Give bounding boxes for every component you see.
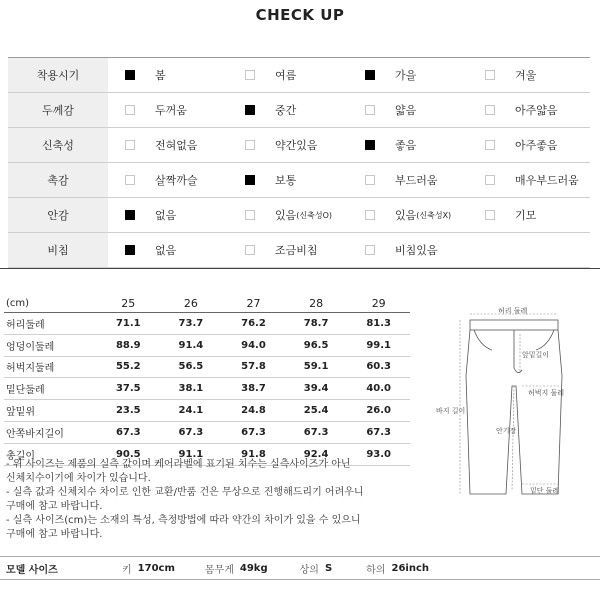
size-column-header: 27 xyxy=(222,294,285,313)
model-weight-key: 몸무게 xyxy=(204,564,234,576)
check-option xyxy=(108,207,228,223)
table-row xyxy=(4,334,410,356)
check-option xyxy=(348,242,468,258)
model-top-value: S xyxy=(324,562,333,574)
check-option-label: 여름 xyxy=(275,69,297,82)
check-option xyxy=(348,172,468,188)
measurement-label: 밑단둘레 xyxy=(4,378,97,400)
checked-box-icon xyxy=(245,105,255,115)
check-row xyxy=(8,93,590,128)
unchecked-box-icon xyxy=(485,105,495,115)
check-options xyxy=(108,163,590,197)
check-row xyxy=(8,128,590,163)
check-option xyxy=(348,207,468,223)
check-option-label: 없음 xyxy=(155,244,177,257)
size-column-header: 28 xyxy=(285,294,348,313)
check-option-label: 얇음 xyxy=(395,104,417,117)
check-option-label: 좋음 xyxy=(395,139,417,152)
check-options xyxy=(108,93,590,127)
measurement-value: 67.3 xyxy=(285,421,348,443)
measurement-value: 67.3 xyxy=(222,421,285,443)
diagram-label-rise: 앞밑길이 xyxy=(522,351,550,359)
check-options xyxy=(108,128,590,162)
measurement-value: 81.3 xyxy=(347,313,410,335)
check-row xyxy=(8,163,590,198)
check-option xyxy=(348,67,468,83)
check-row xyxy=(8,198,590,233)
measurement-value: 56.5 xyxy=(160,356,223,378)
model-size-row xyxy=(6,560,429,576)
diagram-label-inseam: 안기장 xyxy=(496,427,517,435)
size-unit-header: (cm) xyxy=(4,294,97,313)
unchecked-box-icon xyxy=(485,175,495,185)
check-option-label: 봄 xyxy=(155,69,166,82)
note-line: - 실측 값과 신체치수 차이로 인한 교환/반품 건은 무상으로 진행해드리기 어려우니 xyxy=(6,487,364,498)
table-row xyxy=(4,313,410,335)
measurement-value: 38.7 xyxy=(222,378,285,400)
check-option xyxy=(108,172,228,188)
unchecked-box-icon xyxy=(125,105,135,115)
measurement-label: 안쪽바지길이 xyxy=(4,421,97,443)
check-option xyxy=(228,137,348,153)
check-option-label: 조금비침 xyxy=(275,244,318,257)
measurement-value: 25.4 xyxy=(285,400,348,422)
measurement-value: 26.0 xyxy=(347,400,410,422)
size-notes xyxy=(6,458,426,542)
table-row xyxy=(4,400,410,422)
measurement-value: 90.5 xyxy=(97,443,160,465)
checked-box-icon xyxy=(365,70,375,80)
diagram-label-waist: 허리 둘레 xyxy=(498,307,528,315)
check-option-sublabel: (신축성O) xyxy=(296,210,332,220)
check-option-label: 두꺼움 xyxy=(155,104,187,117)
unchecked-box-icon xyxy=(245,210,255,220)
check-option xyxy=(108,67,228,83)
measurement-value: 91.8 xyxy=(222,443,285,465)
model-top-divider xyxy=(0,556,600,557)
size-table xyxy=(4,294,410,466)
check-option-label: 보통 xyxy=(275,174,297,187)
check-row-label: 촉감 xyxy=(8,163,108,197)
measurement-value: 67.3 xyxy=(160,421,223,443)
check-option xyxy=(468,172,588,188)
measurement-value: 67.3 xyxy=(347,421,410,443)
check-options xyxy=(108,58,590,92)
checked-box-icon xyxy=(245,175,255,185)
size-table-header xyxy=(4,294,410,313)
check-option-label: 아주얇음 xyxy=(515,104,558,117)
measurement-value: 59.1 xyxy=(285,356,348,378)
check-options xyxy=(108,198,590,232)
check-option-label: 겨울 xyxy=(515,69,537,82)
measurement-value: 78.7 xyxy=(285,313,348,335)
table-row xyxy=(4,378,410,400)
check-options xyxy=(108,233,590,267)
model-bottom-divider xyxy=(0,579,600,580)
check-option xyxy=(468,102,588,118)
measurement-value: 93.0 xyxy=(347,443,410,465)
check-row-label: 두께감 xyxy=(8,93,108,127)
check-option-label: 매우부드러움 xyxy=(515,174,579,187)
unchecked-box-icon xyxy=(365,210,375,220)
check-option xyxy=(348,102,468,118)
unchecked-box-icon xyxy=(245,140,255,150)
measurement-value: 23.5 xyxy=(97,400,160,422)
size-column-header: 25 xyxy=(97,294,160,313)
measurement-value: 88.9 xyxy=(97,334,160,356)
table-row xyxy=(4,421,410,443)
size-column-header: 29 xyxy=(347,294,410,313)
unchecked-box-icon xyxy=(245,245,255,255)
unchecked-box-icon xyxy=(245,70,255,80)
check-option xyxy=(228,207,348,223)
check-option xyxy=(228,172,348,188)
unchecked-box-icon xyxy=(365,245,375,255)
measurement-value: 91.4 xyxy=(160,334,223,356)
check-option xyxy=(468,137,588,153)
check-option-label: 부드러움 xyxy=(395,174,438,187)
measurement-label: 허리둘레 xyxy=(4,313,97,335)
measurement-value: 24.8 xyxy=(222,400,285,422)
unchecked-box-icon xyxy=(485,140,495,150)
check-option-label: 아주좋음 xyxy=(515,139,558,152)
checked-box-icon xyxy=(365,140,375,150)
measurement-value: 60.3 xyxy=(347,356,410,378)
check-option xyxy=(348,137,468,153)
check-row-label: 신축성 xyxy=(8,128,108,162)
measurement-value: 94.0 xyxy=(222,334,285,356)
check-option xyxy=(108,102,228,118)
measurement-value: 73.7 xyxy=(160,313,223,335)
check-option-label: 있음 xyxy=(275,209,297,222)
note-line: - 실측 사이즈(cm)는 소재의 특성, 측정방법에 따라 약간의 차이가 있을 수 있으니 xyxy=(6,515,361,526)
check-option xyxy=(468,207,588,223)
checkup-table xyxy=(8,57,590,268)
section-divider xyxy=(0,268,600,269)
check-option-sublabel: (신축성X) xyxy=(416,210,452,220)
measurement-label: 총길이 xyxy=(4,443,97,465)
unchecked-box-icon xyxy=(365,175,375,185)
check-row xyxy=(8,233,590,268)
check-option-label: 살짝까슬 xyxy=(155,174,198,187)
checked-box-icon xyxy=(125,70,135,80)
note-line: - 위 사이즈는 제품의 실측 값이며 케어라벨에 표기된 치수는 실측사이즈가 아닌 xyxy=(6,459,351,470)
measurement-value: 67.3 xyxy=(97,421,160,443)
check-option xyxy=(108,137,228,153)
page-title: CHECK UP xyxy=(255,6,345,24)
check-option xyxy=(228,67,348,83)
check-row-label: 안감 xyxy=(8,198,108,232)
unchecked-box-icon xyxy=(485,210,495,220)
measurement-label: 허벅지둘레 xyxy=(4,356,97,378)
check-option-label: 없음 xyxy=(155,209,177,222)
measurement-value: 57.8 xyxy=(222,356,285,378)
diagram-label-hem: 밑단 둘레 xyxy=(530,487,560,495)
measurement-value: 71.1 xyxy=(97,313,160,335)
measurement-label: 앞밑위 xyxy=(4,400,97,422)
measurement-label: 엉덩이둘레 xyxy=(4,334,97,356)
measurement-value: 24.1 xyxy=(160,400,223,422)
unchecked-box-icon xyxy=(125,175,135,185)
note-line: 신체치수이기에 차이가 있습니다. xyxy=(6,473,151,484)
measurement-value: 37.5 xyxy=(97,378,160,400)
unchecked-box-icon xyxy=(485,70,495,80)
check-option-label: 있음 xyxy=(395,209,417,222)
note-line: 구매에 참고 바랍니다. xyxy=(6,501,103,512)
check-row-label: 착용시기 xyxy=(8,58,108,92)
table-row xyxy=(4,356,410,378)
model-weight-value: 49kg xyxy=(239,562,268,574)
measurement-value: 99.1 xyxy=(347,334,410,356)
diagram-label-thigh: 허벅지 둘레 xyxy=(528,389,565,397)
checked-box-icon xyxy=(125,210,135,220)
check-option xyxy=(468,67,588,83)
check-option-label: 약간있음 xyxy=(275,139,318,152)
check-option-label: 비침있음 xyxy=(395,244,438,257)
pants-diagram xyxy=(436,306,596,506)
model-height-value: 170cm xyxy=(137,562,175,574)
note-line: 구매에 참고 바랍니다. xyxy=(6,529,103,540)
diagram-label-length: 바지 길이 xyxy=(436,407,466,415)
measurement-value: 38.1 xyxy=(160,378,223,400)
unchecked-box-icon xyxy=(125,140,135,150)
measurement-value: 76.2 xyxy=(222,313,285,335)
check-option-label: 중간 xyxy=(275,104,297,117)
model-bottom-key: 하의 xyxy=(366,564,386,576)
measurement-value: 91.1 xyxy=(160,443,223,465)
model-bottom-value: 26inch xyxy=(391,562,429,574)
check-option-label: 기모 xyxy=(515,209,537,222)
check-row-label: 비침 xyxy=(8,233,108,267)
model-heading: 모델 사이즈 xyxy=(6,564,58,576)
check-row xyxy=(8,58,590,93)
check-option-label: 전혀없음 xyxy=(155,139,198,152)
measurement-value: 39.4 xyxy=(285,378,348,400)
check-option xyxy=(228,102,348,118)
check-option xyxy=(228,242,348,258)
model-height-key: 키 xyxy=(122,564,132,576)
measurement-value: 92.4 xyxy=(285,443,348,465)
measurement-value: 55.2 xyxy=(97,356,160,378)
measurement-value: 40.0 xyxy=(347,378,410,400)
model-top-key: 상의 xyxy=(299,564,319,576)
size-column-header: 26 xyxy=(160,294,223,313)
unchecked-box-icon xyxy=(365,105,375,115)
checked-box-icon xyxy=(125,245,135,255)
check-option xyxy=(108,242,228,258)
measurement-value: 96.5 xyxy=(285,334,348,356)
check-option-label: 가을 xyxy=(395,69,417,82)
